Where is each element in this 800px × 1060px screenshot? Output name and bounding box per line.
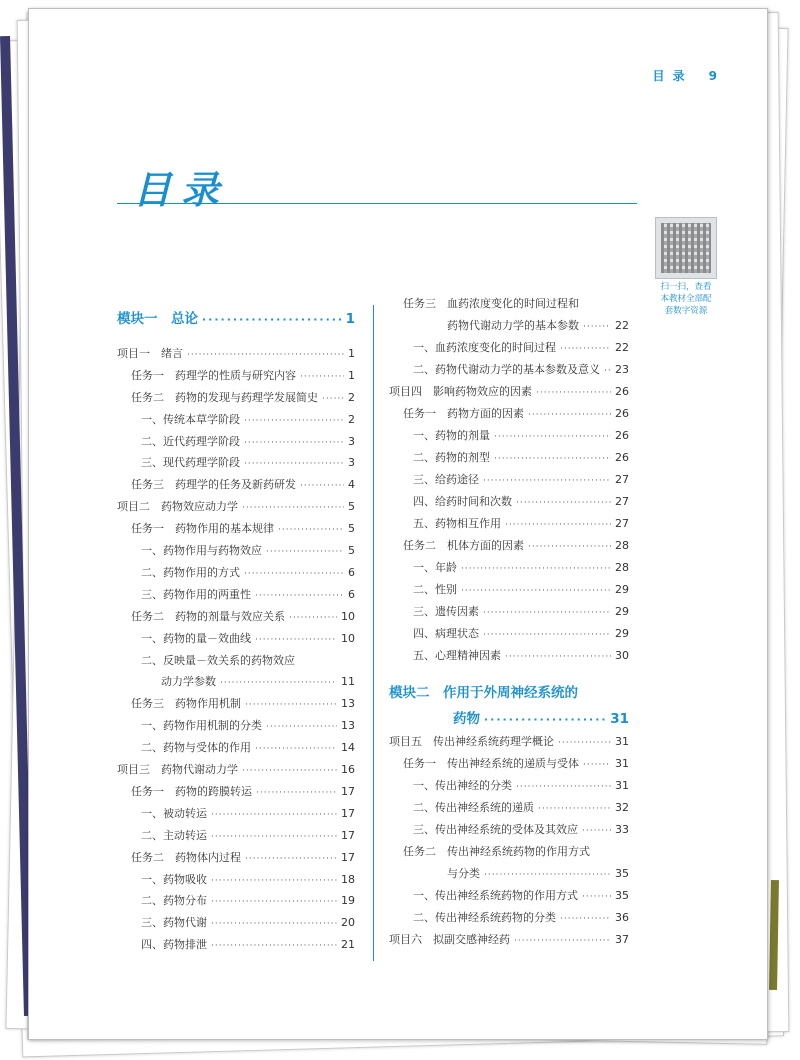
toc-page-number: 31 (615, 779, 629, 792)
toc-entry[interactable] (413, 909, 629, 925)
toc-entry[interactable] (413, 471, 629, 487)
dot-leader (461, 564, 611, 574)
toc-entry[interactable] (141, 739, 355, 755)
qr-caption (641, 281, 731, 317)
toc-page-number: 1 (348, 368, 355, 382)
toc-entry[interactable] (131, 389, 355, 405)
dot-leader (494, 432, 611, 442)
dot-leader (538, 804, 611, 814)
toc-entry-title: 一、传统本草学阶段 (141, 412, 240, 426)
toc-entry[interactable] (141, 586, 355, 602)
toc-entry-title: 四、药物排泄 (141, 938, 207, 952)
toc-entry[interactable] (117, 345, 355, 361)
toc-entry[interactable] (141, 433, 355, 449)
dot-leader (244, 569, 344, 579)
dot-leader (211, 941, 337, 951)
title-rule (117, 203, 637, 204)
toc-entry-title: 一、药物作用机制的分类 (141, 719, 262, 733)
toc-entry-title: 任务二 药物体内过程 (131, 850, 241, 864)
toc-entry-title: 任务一 药物方面的因素 (403, 407, 524, 420)
toc-entry[interactable] (161, 673, 355, 689)
toc-entry-title: 二、药物的剂型 (413, 451, 490, 464)
toc-entry[interactable] (141, 892, 355, 908)
toc-entry[interactable] (413, 581, 629, 597)
toc-entry[interactable] (413, 515, 629, 531)
toc-entry[interactable] (413, 339, 629, 355)
toc-page-number: 17 (341, 828, 355, 842)
dot-leader (211, 897, 337, 907)
dot-leader (255, 744, 337, 754)
toc-entry-title: 项目六 拟副交感神经药 (389, 933, 510, 946)
toc-page-number: 6 (348, 565, 355, 579)
dot-leader (202, 313, 342, 326)
toc-entry-title: 三、现代药理学阶段 (141, 456, 240, 470)
toc-page-number: 5 (348, 522, 355, 536)
toc-page-number: 13 (341, 697, 355, 711)
dot-leader (300, 372, 344, 382)
toc-page-number: 27 (615, 495, 629, 508)
toc-entry-title: 模块一 总论 (117, 311, 198, 327)
toc-page-number: 29 (615, 627, 629, 640)
toc-entry-title: 项目三 药物代谢动力学 (117, 763, 238, 776)
toc-entry-title: 一、药物吸收 (141, 872, 207, 886)
toc-entry-title: 二、主动转运 (141, 828, 207, 842)
toc-entry[interactable] (447, 865, 629, 881)
running-head (652, 67, 717, 84)
toc-entry-title: 模块二 作用于外周神经系统的 (389, 685, 578, 701)
dot-leader (505, 652, 611, 662)
toc-entry-title: 二、近代药理学阶段 (141, 434, 240, 448)
toc-entry[interactable] (413, 603, 629, 619)
dot-leader (483, 608, 611, 618)
dot-leader (242, 766, 337, 776)
toc-entry-title: 动力学参数 (161, 675, 216, 689)
toc-entry[interactable] (131, 476, 355, 492)
toc-entry-title: 项目四 影响药物效应的因素 (389, 385, 532, 398)
toc-entry[interactable] (389, 681, 629, 701)
dot-leader (604, 366, 611, 376)
toc-entry[interactable] (389, 383, 629, 399)
toc-entry-title: 任务一 药理学的性质与研究内容 (131, 368, 296, 382)
dot-leader (516, 498, 611, 508)
dot-leader (560, 344, 611, 354)
dot-leader (244, 438, 344, 448)
dot-leader (278, 525, 344, 535)
toc-page-number: 28 (615, 561, 629, 574)
dot-leader (245, 700, 337, 710)
toc-entry-title: 任务二 传出神经系统药物的作用方式 (403, 845, 590, 858)
toc-entry[interactable] (131, 520, 355, 536)
toc-entry[interactable] (447, 317, 629, 333)
dot-leader (516, 782, 611, 792)
toc-entry[interactable] (131, 695, 355, 711)
toc-entry[interactable] (413, 647, 629, 663)
dot-leader (582, 892, 611, 902)
toc-entry-title: 三、传出神经系统的受体及其效应 (413, 823, 578, 836)
dot-leader (211, 919, 337, 929)
toc-entry-title: 药物 (453, 711, 480, 727)
dot-leader (289, 613, 337, 623)
toc-page-number: 36 (615, 911, 629, 924)
toc-entry-title: 三、药物作用的两重性 (141, 587, 251, 601)
dot-leader (484, 870, 611, 880)
dot-leader (494, 454, 611, 464)
toc-page-number: 32 (615, 801, 629, 814)
dot-leader (583, 322, 611, 332)
toc-page-number: 26 (615, 429, 629, 442)
column-divider (373, 305, 374, 961)
toc-entry-title: 任务二 机体方面的因素 (403, 539, 524, 552)
page-title: 目录 (133, 168, 230, 212)
toc-entry[interactable] (131, 367, 355, 383)
dot-leader (536, 388, 611, 398)
toc-page-number: 30 (615, 649, 629, 662)
toc-entry-title: 任务三 药物作用机制 (131, 697, 241, 711)
toc-page-number: 31 (615, 757, 629, 770)
toc-page-number: 27 (615, 517, 629, 530)
toc-entry-title: 一、传出神经的分类 (413, 779, 512, 792)
toc-entry[interactable] (131, 849, 355, 865)
toc-entry-title: 三、药物代谢 (141, 916, 207, 930)
dot-leader (211, 876, 337, 886)
toc-page-number: 2 (348, 412, 355, 426)
toc-entry[interactable] (141, 805, 355, 821)
toc-page-number: 18 (341, 872, 355, 886)
dot-leader (300, 481, 344, 491)
toc-entry[interactable] (403, 295, 629, 311)
toc-entry[interactable] (413, 427, 629, 443)
toc-entry-title: 三、给药途径 (413, 473, 479, 486)
dot-leader (256, 788, 337, 798)
toc-entry-title: 项目五 传出神经系统药理学概论 (389, 735, 554, 748)
dot-leader (244, 459, 344, 469)
running-head-label: 目 录 (652, 69, 687, 83)
toc-entry-title: 任务一 药物的跨膜转运 (131, 784, 252, 798)
toc-entry[interactable] (403, 755, 629, 771)
toc-page-number: 17 (341, 850, 355, 864)
toc-page-number: 31 (610, 711, 629, 727)
dot-leader (514, 936, 611, 946)
toc-entry[interactable] (131, 783, 355, 799)
dot-leader (211, 832, 337, 842)
toc-entry-title: 任务一 药物作用的基本规律 (131, 522, 274, 536)
dot-leader (242, 503, 344, 513)
toc-entry-title: 一、药物作用与药物效应 (141, 544, 262, 557)
toc-page-number: 16 (341, 763, 355, 776)
toc-entry[interactable] (141, 411, 355, 427)
toc-page-number: 5 (348, 544, 355, 557)
dot-leader (582, 826, 611, 836)
dot-leader (461, 586, 611, 596)
page-number: 9 (708, 69, 717, 83)
toc-page-number: 26 (615, 451, 629, 464)
toc-entry-title: 一、血药浓度变化的时间过程 (413, 341, 556, 354)
dot-leader (505, 520, 611, 530)
dot-leader (187, 350, 344, 360)
toc-entry[interactable] (413, 799, 629, 815)
toc-page-number: 35 (615, 867, 629, 880)
toc-entry-title: 二、反映量－效关系的药物效应 (141, 653, 295, 667)
toc-entry[interactable] (141, 936, 355, 952)
toc-entry[interactable] (131, 608, 355, 624)
toc-entry-title: 二、药物作用的方式 (141, 565, 240, 579)
toc-page-number: 10 (341, 631, 355, 645)
toc-page-number: 1 (345, 311, 355, 327)
toc-entry[interactable] (413, 449, 629, 465)
toc-page-number: 5 (348, 500, 355, 514)
dot-leader (483, 476, 611, 486)
toc-entry-title: 二、传出神经系统的递质 (413, 801, 534, 814)
toc-page-number: 26 (615, 385, 629, 398)
toc-entry[interactable] (141, 564, 355, 580)
toc-entry[interactable] (413, 625, 629, 641)
toc-entry-title: 一、被动转运 (141, 806, 207, 820)
toc-entry[interactable] (117, 307, 355, 327)
dot-leader (560, 914, 611, 924)
toc-entry-title: 一、药物的剂量 (413, 429, 490, 442)
toc-entry-title: 一、药物的量－效曲线 (141, 631, 251, 645)
toc-entry[interactable] (141, 542, 355, 558)
toc-entry[interactable] (141, 454, 355, 470)
toc-page-number: 6 (348, 587, 355, 601)
toc-entry-title: 二、传出神经系统药物的分类 (413, 911, 556, 924)
toc-entry[interactable] (413, 361, 629, 377)
toc-entry-title: 药物代谢动力学的基本参数 (447, 319, 579, 332)
toc-entry-title: 三、遗传因素 (413, 605, 479, 618)
toc-entry-title: 任务二 药物的剂量与效应关系 (131, 609, 285, 623)
qr-caption-line: 本教材全部配 (660, 294, 712, 304)
toc-entry[interactable] (413, 777, 629, 793)
toc-page-number: 14 (341, 741, 355, 755)
toc-page-number: 29 (615, 605, 629, 618)
qr-caption-line: 套数字资源 (664, 306, 708, 316)
toc-entry[interactable] (453, 707, 629, 727)
toc-entry[interactable] (413, 559, 629, 575)
toc-entry[interactable] (403, 405, 629, 421)
toc-page-number: 29 (615, 583, 629, 596)
dot-leader (245, 854, 337, 864)
toc-entry-title: 与分类 (447, 867, 480, 880)
toc-page-number: 10 (341, 609, 355, 623)
toc-page-number: 26 (615, 407, 629, 420)
dot-leader (583, 760, 611, 770)
toc-page-number: 2 (348, 390, 355, 404)
toc-page-number: 13 (341, 719, 355, 733)
toc-entry-title: 任务三 药理学的任务及新药研发 (131, 478, 296, 492)
toc-entry[interactable] (413, 821, 629, 837)
toc-page-number: 19 (341, 894, 355, 908)
dot-leader (266, 547, 344, 557)
toc-entry[interactable] (141, 871, 355, 887)
toc-entry-title: 任务一 传出神经系统的递质与受体 (403, 757, 579, 770)
toc-page-number: 4 (348, 478, 355, 492)
toc-entry[interactable] (413, 493, 629, 509)
toc-page-number: 27 (615, 473, 629, 486)
dot-leader (255, 635, 337, 645)
dot-leader (255, 591, 344, 601)
toc-page-number: 23 (615, 363, 629, 376)
toc-page-number: 21 (341, 938, 355, 952)
toc-page-number: 1 (348, 346, 355, 360)
toc-entry[interactable] (413, 887, 629, 903)
toc-page-number: 3 (348, 434, 355, 448)
dot-leader (528, 542, 611, 552)
toc-entry-title: 二、性别 (413, 583, 457, 596)
toc-page-number: 17 (341, 806, 355, 820)
toc-entry-title: 任务三 血药浓度变化的时间过程和 (403, 297, 579, 310)
toc-page-number: 3 (348, 456, 355, 470)
toc-entry-title: 二、药物分布 (141, 894, 207, 908)
dot-leader (244, 416, 344, 426)
toc-entry[interactable] (389, 733, 629, 749)
toc-entry[interactable] (117, 498, 355, 514)
toc-entry-title: 四、病理状态 (413, 627, 479, 640)
toc-entry-title: 五、心理精神因素 (413, 649, 501, 662)
dot-leader (211, 810, 337, 820)
toc-page-number: 37 (615, 933, 629, 946)
dot-leader (484, 713, 606, 726)
toc-entry-title: 任务二 药物的发现与药理学发展简史 (131, 390, 318, 404)
toc-entry-title: 二、药物代谢动力学的基本参数及意义 (413, 363, 600, 376)
toc-entry[interactable] (403, 843, 629, 859)
dot-leader (266, 722, 337, 732)
toc-page-number: 22 (615, 319, 629, 332)
toc-page-number: 20 (341, 916, 355, 930)
dot-leader (220, 678, 337, 688)
qr-code-icon[interactable] (655, 217, 717, 279)
toc-entry-title: 四、给药时间和次数 (413, 495, 512, 508)
toc-entry[interactable] (141, 827, 355, 843)
toc-page-number: 31 (615, 735, 629, 748)
toc-entry-title: 项目一 绪言 (117, 346, 183, 360)
dot-leader (483, 630, 611, 640)
toc-entry[interactable] (141, 652, 355, 668)
toc-entry[interactable] (141, 630, 355, 646)
toc-entry[interactable] (141, 914, 355, 930)
qr-caption-line: 扫一扫，查看 (660, 282, 712, 292)
toc-entry-title: 一、年龄 (413, 561, 457, 574)
dot-leader (528, 410, 611, 420)
dot-leader (558, 738, 611, 748)
toc-entry[interactable] (141, 717, 355, 733)
document-page (28, 8, 768, 1040)
toc-page-number: 35 (615, 889, 629, 902)
toc-entry-title: 项目二 药物效应动力学 (117, 500, 238, 514)
toc-entry-title: 一、传出神经系统药物的作用方式 (413, 889, 578, 902)
toc-entry[interactable] (403, 537, 629, 553)
toc-page-number: 33 (615, 823, 629, 836)
dot-leader (322, 394, 344, 404)
toc-entry[interactable] (389, 931, 629, 947)
toc-page-number: 17 (341, 784, 355, 798)
toc-entry[interactable] (117, 761, 355, 777)
toc-page-number: 11 (341, 675, 355, 689)
toc-page-number: 28 (615, 539, 629, 552)
toc-entry-title: 二、药物与受体的作用 (141, 741, 251, 755)
toc-entry-title: 五、药物相互作用 (413, 517, 501, 530)
toc-page-number: 22 (615, 341, 629, 354)
